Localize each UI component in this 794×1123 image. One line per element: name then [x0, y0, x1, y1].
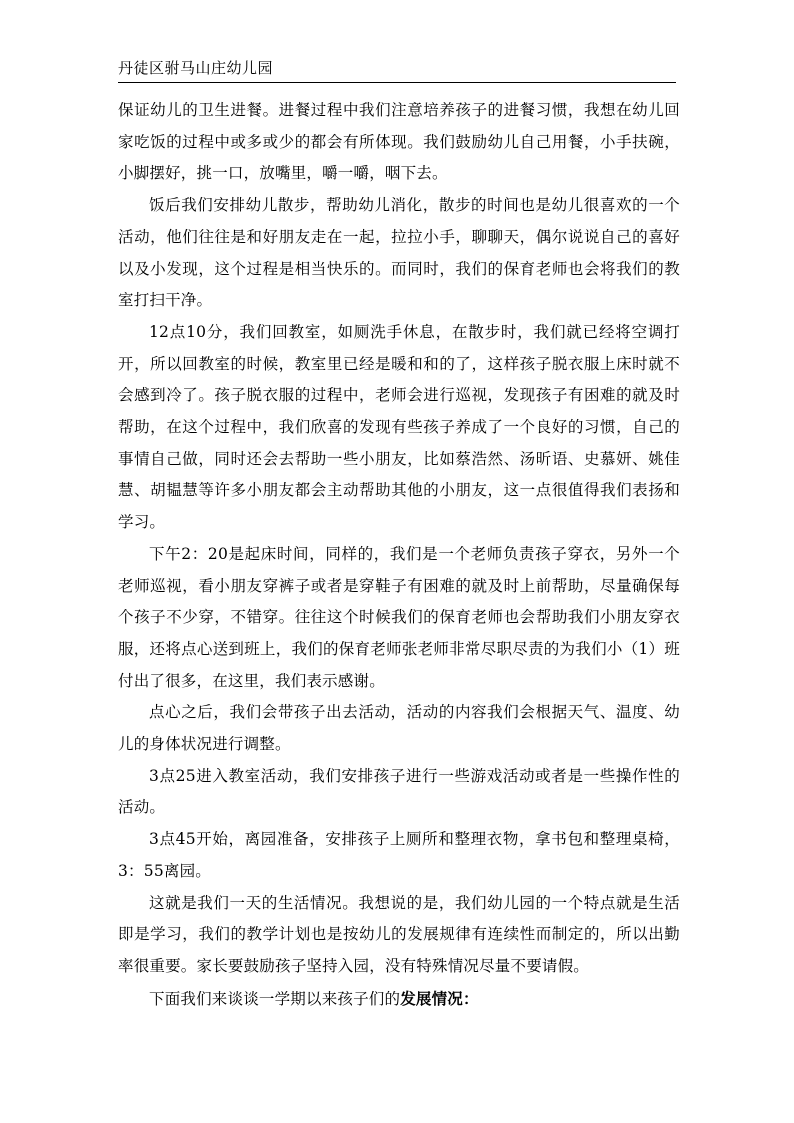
- paragraph-8: 这就是我们一天的生活情况。我想说的是，我们幼儿园的一个特点就是生活即是学习，我们的教学计划也是按幼儿的发展规律有连续性而制定的，所以出勤率很重要。家长要鼓励孩子坚持入园，没有特殊情况尽量不要请假。: [118, 893, 680, 975]
- header-divider: [118, 82, 676, 83]
- paragraph-6: 3点25进入教室活动，我们安排孩子进行一些游戏活动或者是一些操作性的活动。: [118, 766, 680, 817]
- paragraph-9: [118, 983, 680, 1016]
- paragraph-7: 3点45开始，离园准备，安排孩子上厕所和整理衣物，拿书包和整理桌椅，3：55离园。: [118, 830, 680, 880]
- page-header-title: 丹徒区驸马山庄幼儿园: [118, 59, 274, 77]
- paragraph-3: 12点10分，我们回教室，如厕洗手休息，在散步时，我们就已经将空调打开，所以回教室的时候，教室里已经是暖和和的了，这样孩子脱衣服上床时就不会感到冷了。孩子脱衣服的过程中，老师会进行巡视，发现孩子有困难的就及时帮助，在这个过程中，我们欣喜的发现有些孩子养成了一个良好的习惯，自己的事情自己做，同时还会去帮助一些小朋友，比如蔡浩然、汤昕语、史慕妍、姚佳慧、胡韫慧等许多小朋友都会主动帮助其他的小朋友，这一点很值得我们表扬和学习。: [118, 322, 680, 532]
- paragraph-2: 饭后我们安排幼儿散步，帮助幼儿消化，散步的时间也是幼儿很喜欢的一个活动，他们往往是和好朋友走在一起，拉拉小手，聊聊天，偶尔说说自己的喜好以及小发现，这个过程是相当快乐的。而同时，我们的保育老师也会将我们的教室打扫干净。: [118, 196, 680, 310]
- paragraph-1: 保证幼儿的卫生进餐。进餐过程中我们注意培养孩子的进餐习惯，我想在幼儿回家吃饭的过程中或多或少的都会有所体现。我们鼓励幼儿自己用餐，小手扶碗，小脚摆好，挑一口，放嘴里，嚼一嚼，咽下去。: [118, 101, 680, 183]
- paragraph-5: 点心之后，我们会带孩子出去活动，活动的内容我们会根据天气、温度、幼儿的身体状况进行调整。: [118, 703, 680, 754]
- document-body: [118, 95, 680, 1015]
- paragraph-9-text: 下面我们来谈谈一学期以来孩子们的: [149, 989, 401, 1008]
- paragraph-4: 下午2：20是起床时间，同样的，我们是一个老师负责孩子穿衣，另外一个老师巡视，看小朋友穿裤子或者是穿鞋子有困难的就及时上前帮助，尽量确保每个孩子不少穿，不错穿。往往这个时候我们的保育老师也会帮助我们小朋友穿衣服，还将点心送到班上，我们的保育老师张老师非常尽职尽责的为我们小（1）班付出了很多，在这里，我们表示感谢。: [118, 544, 680, 690]
- paragraph-9-bold-text: 发展情况：: [400, 988, 479, 1008]
